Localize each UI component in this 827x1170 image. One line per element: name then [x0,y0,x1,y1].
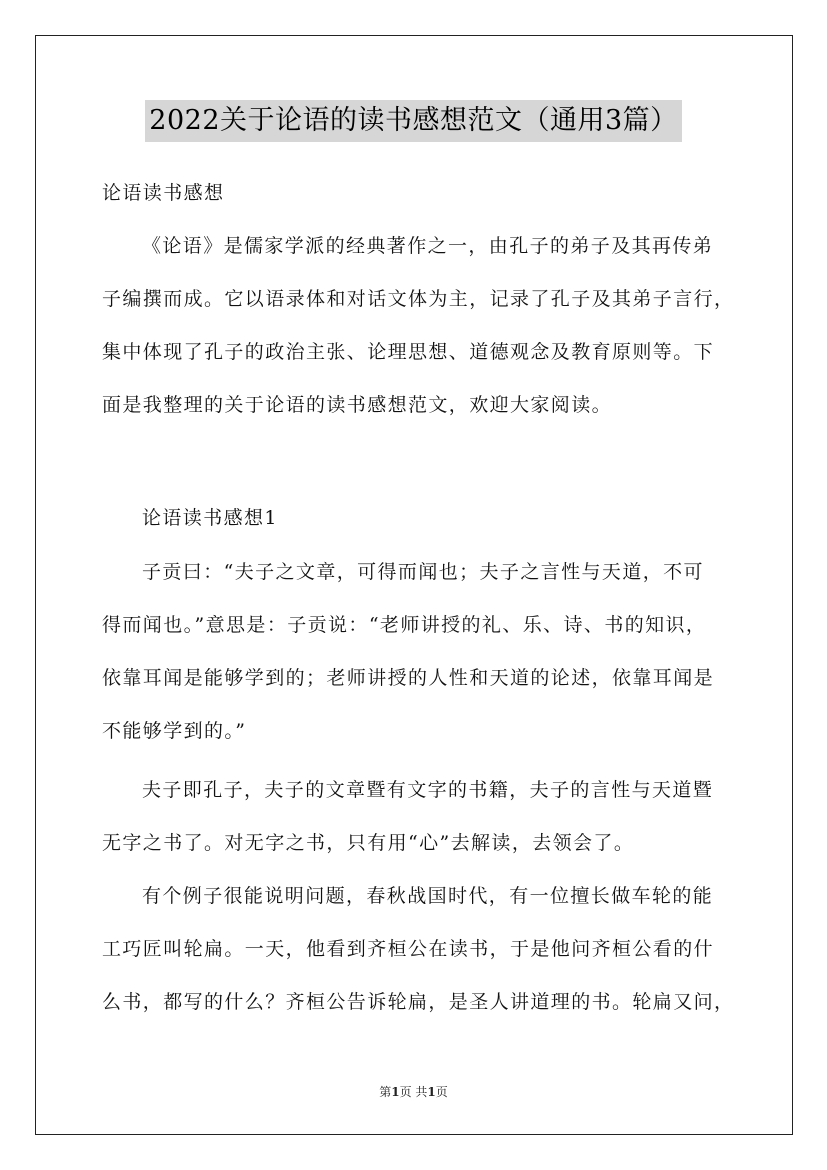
text-line: 么书，都写的什么？齐桓公告诉轮扁，是圣人讲道理的书。轮扁又问， [102,991,735,1013]
intro-paragraph [102,220,738,432]
text-line: 工巧匠叫轮扁。一天，他看到齐桓公在读书，于是他问齐桓公看的什 [102,938,715,960]
essay1-paragraph-3 [102,870,738,1029]
text-line: 依靠耳闻是能够学到的；老师讲授的人性和天道的论述，依靠耳闻是 [102,667,715,689]
page-footer [0,1083,827,1101]
footer-prefix: 第 [379,1085,392,1099]
footer-suffix: 页 [435,1085,448,1099]
text-line: 夫子即孔子，夫子的文章暨有文字的书籍，夫子的言性与天道暨 [142,779,714,801]
essay-heading: 论语读书感想1 [142,507,278,529]
text-line: 集中体现了孔子的政治主张、论理思想、道德观念及教育原则等。下 [102,341,715,363]
title-container [0,100,827,142]
footer-mid: 页 共 [399,1085,428,1099]
essay1-heading-block [102,492,738,545]
text-line: 有个例子很能说明问题，春秋战国时代，有一位擅长做车轮的能 [142,885,714,907]
text-line: 无字之书了。对无字之书，只有用“心”去解读，去领会了。 [102,832,635,854]
text-line: 面是我整理的关于论语的读书感想范文，欢迎大家阅读。 [102,394,613,416]
text-line: 《论语》是儒家学派的经典著作之一，由孔子的弟子及其再传弟 [142,235,714,257]
text-line: 子编撰而成。它以语录体和对话文体为主，记录了孔子及其弟子言行， [102,288,735,310]
text-line: 不能够学到的。” [102,720,247,742]
footer-page-number: 1 [391,1085,400,1099]
essay1-paragraph-1 [102,546,738,758]
section-heading: 论语读书感想 [102,182,225,204]
section-heading-block [102,167,738,220]
essay1-paragraph-2 [102,764,738,870]
document-title: 2022关于论语的读书感想范文（通用3篇） [145,100,681,142]
text-line: 得而闻也。”意思是：子贡说：“老师讲授的礼、乐、诗、书的知识， [102,614,707,636]
text-line: 子贡曰：“夫子之文章，可得而闻也；夫子之言性与天道，不可 [142,561,704,583]
footer-total-pages: 1 [427,1085,436,1099]
